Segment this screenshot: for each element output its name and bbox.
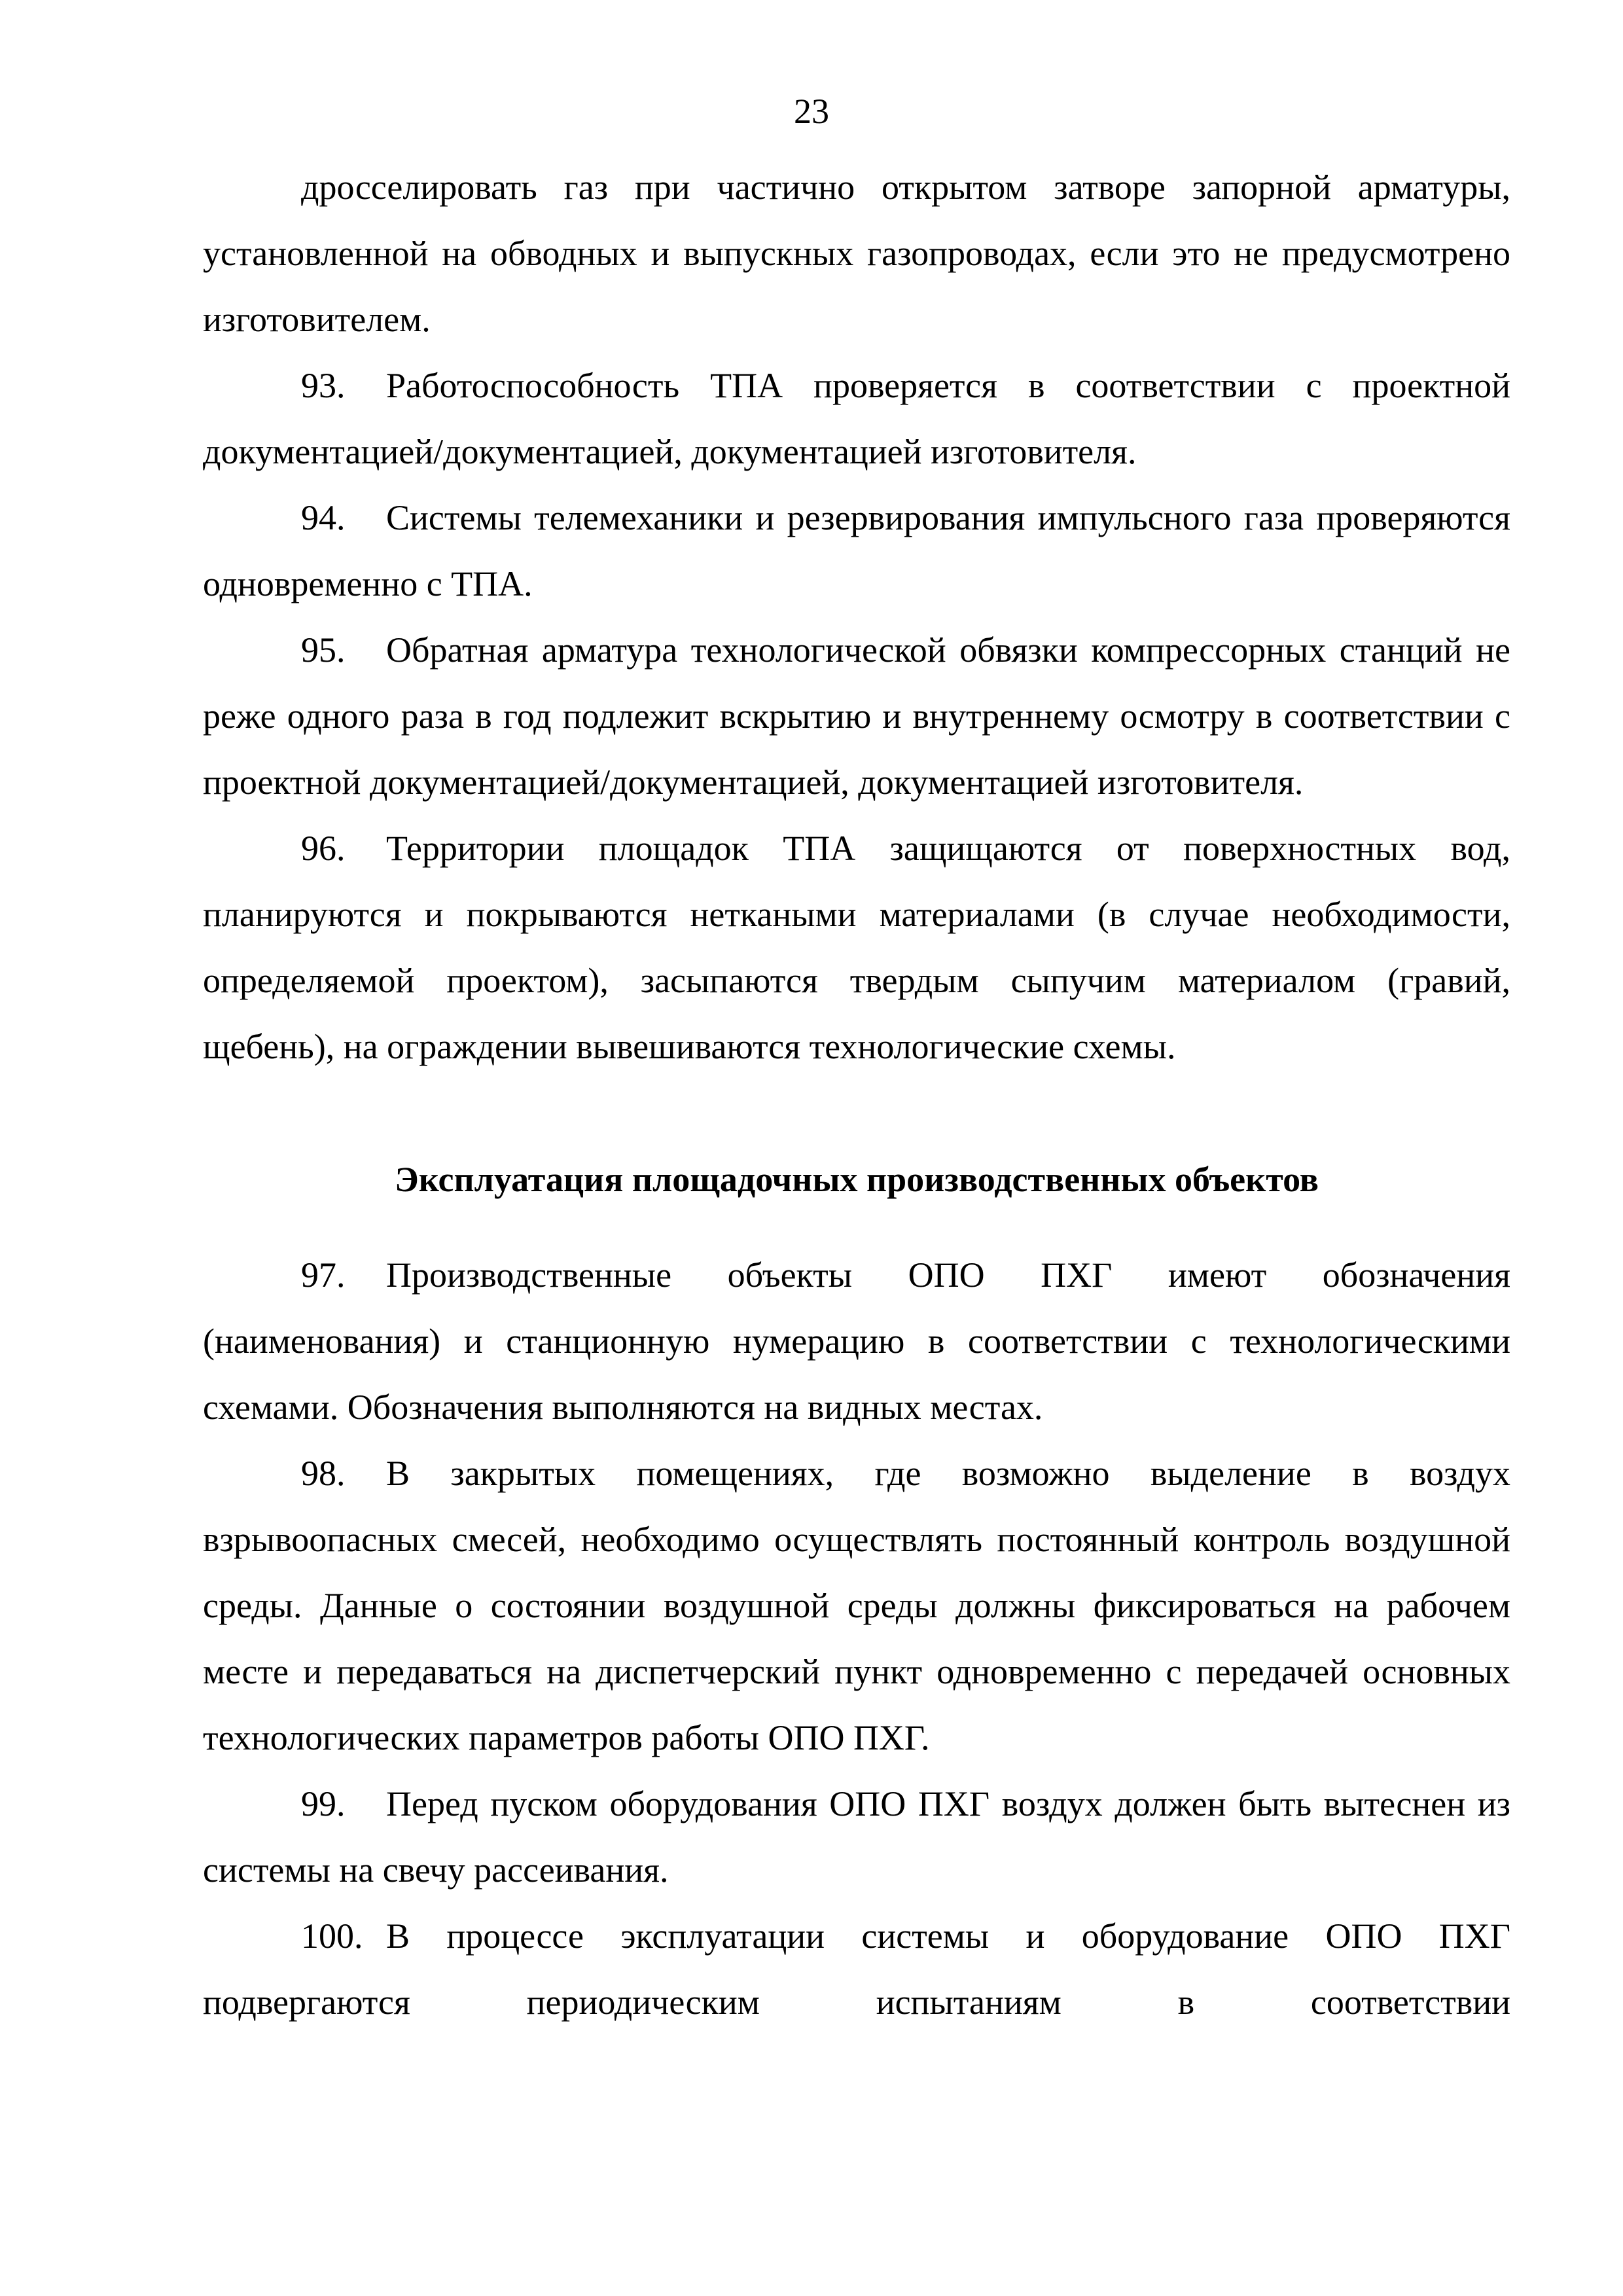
paragraph-text: Системы телемеханики и резервирования импульсного газа проверяются одновременно с ТПА. [203, 498, 1510, 603]
paragraph-94 [203, 485, 1510, 617]
paragraph-99 [203, 1771, 1510, 1903]
paragraph-text: Территории площадок ТПА защищаются от поверхностных вод, планируются и покрываются неткаными материалами (в случае необходимости, определяемой проектом), засыпаются твердым сыпучим материалом (гравий, щебень), на ограждении вывешиваются технологические схемы. [203, 829, 1510, 1066]
paragraph-96 [203, 816, 1510, 1080]
paragraph-text: В закрытых помещениях, где возможно выделение в воздух взрывоопасных смесей, необходимо осуществлять постоянный контроль воздушной среды. Данные о состоянии воздушной среды должны фиксироваться на рабочем месте и передаваться на диспетчерский пункт одновременно с передачей основных технологических параметров работы ОПО ПХГ. [203, 1454, 1510, 1757]
paragraph-number: 93. [301, 366, 346, 405]
paragraph-text: В процессе эксплуатации системы и оборудование ОПО ПХГ подвергаются периодическим испытаниям в соответствии [203, 1916, 1510, 2022]
paragraph-number: 99. [301, 1784, 346, 1823]
paragraph-98 [203, 1441, 1510, 1771]
paragraph-text: Производственные объекты ОПО ПХГ имеют обозначения (наименования) и станционную нумерацию в соответствии с технологическими схемами. Обозначения выполняются на видных местах. [203, 1255, 1510, 1427]
paragraph-number: 96. [301, 829, 346, 868]
document-body [203, 154, 1510, 2036]
paragraph-text: Обратная арматура технологической обвязки компрессорных станций не реже одного раза в год подлежит вскрытию и внутреннему осмотру в соответствии с проектной документацией/документацией, документацией изготовителя. [203, 630, 1510, 802]
paragraph-100 [203, 1903, 1510, 2036]
paragraph-97 [203, 1242, 1510, 1441]
paragraph-number: 100. [301, 1916, 363, 1956]
paragraph-number: 95. [301, 630, 346, 670]
page-number: 23 [794, 92, 829, 131]
paragraph-number: 98. [301, 1454, 346, 1493]
paragraph-continuation: дросселировать газ при частично открытом затворе запорной арматуры, установленной на обводных и выпускных газопроводах, если это не предусмотрено изготовителем. [203, 168, 1510, 339]
paragraph-text: Перед пуском оборудования ОПО ПХГ воздух должен быть вытеснен из системы на свечу рассеивания. [203, 1784, 1510, 1890]
paragraph-number: 94. [301, 498, 346, 537]
paragraph-text: Работоспособность ТПА проверяется в соответствии с проектной документацией/документацией, документацией изготовителя. [203, 366, 1510, 471]
paragraph-number: 97. [301, 1255, 346, 1295]
paragraph-93 [203, 353, 1510, 485]
paragraph-95 [203, 617, 1510, 816]
section-heading: Эксплуатация площадочных производственных объектов [395, 1160, 1319, 1199]
